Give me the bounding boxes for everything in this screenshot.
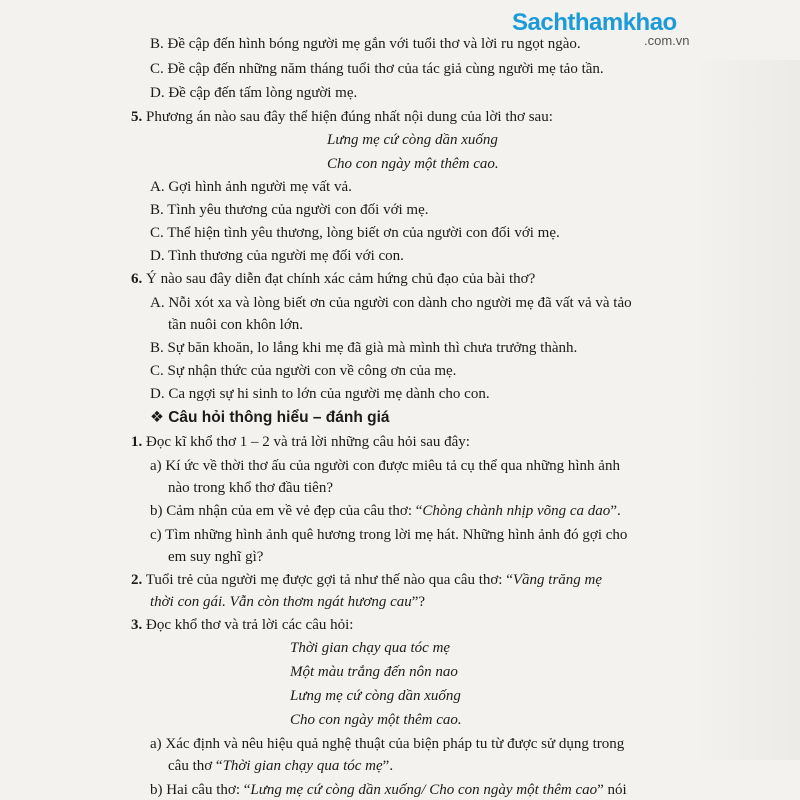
q1-part-b (150, 502, 621, 520)
question-number: 1. (131, 434, 143, 450)
question-3 (131, 616, 353, 634)
quoted-verse: Lưng mẹ cứ còng dần xuống/ Cho con ngày một thêm cao (250, 782, 598, 798)
q4-option-d: D. Đề cập đến tấm lòng người mẹ. (150, 85, 358, 101)
question-5 (131, 108, 553, 126)
q6-option-b: B. Sự băn khoăn, lo lắng khi mẹ đã già mà mình thì chưa trưởng thành. (150, 340, 578, 356)
question-text: Ý nào sau đây diễn đạt chính xác cảm hứng chủ đạo của bài thơ? (146, 271, 536, 287)
text-run: b) Hai câu thơ: “ (150, 782, 251, 798)
question-number: 2. (131, 572, 143, 588)
question-number: 6. (131, 271, 143, 287)
verse-line: Thời gian chạy qua tóc mẹ (290, 640, 451, 656)
text-run: Tuổi trẻ của người mẹ được gợi tả như thế nào qua câu thơ: “ (145, 572, 513, 588)
q3-part-a: a) Xác định và nêu hiệu quả nghệ thuật của biện pháp tu từ được sử dụng trong (150, 736, 625, 752)
question-number: 3. (131, 617, 143, 633)
section-heading: ❖ Câu hỏi thông hiểu – đánh giá (150, 409, 390, 426)
verse-line: Lưng mẹ cứ còng dần xuống (290, 688, 461, 704)
q6-option-a-cont: tần nuôi con khôn lớn. (168, 317, 303, 333)
q5-option-d: D. Tình thương của người mẹ đối với con. (150, 248, 404, 264)
q3-part-b (150, 781, 627, 799)
q4-option-b: B. Đề cập đến hình bóng người mẹ gắn với tuổi thơ và lời ru ngọt ngào. (150, 36, 581, 52)
verse-line: Cho con ngày một thêm cao. (290, 712, 462, 728)
q6-option-d: D. Ca ngợi sự hi sinh to lớn của người mẹ dành cho con. (150, 386, 490, 402)
q5-option-a: A. Gợi hình ảnh người mẹ vất vả. (150, 179, 352, 195)
verse-line: Một màu trắng đến nôn nao (290, 664, 458, 680)
text-run: b) Cảm nhận của em về vẻ đẹp của câu thơ: “ (150, 503, 423, 519)
question-text: Đọc khổ thơ và trả lời các câu hỏi: (146, 617, 354, 633)
verse-line: Lưng mẹ cứ còng dần xuống (327, 132, 498, 148)
q1-part-c: c) Tìm những hình ảnh quê hương trong lời mẹ hát. Những hình ảnh đó gợi cho (150, 527, 628, 543)
quoted-verse: Vầng trăng mẹ (512, 572, 603, 588)
page-bleed-shadow (690, 60, 800, 760)
question-text: Phương án nào sau đây thể hiện đúng nhất nội dung của lời thơ sau: (146, 109, 553, 125)
verse-line: Cho con ngày một thêm cao. (327, 156, 499, 172)
q4-option-c: C. Đề cập đến những năm tháng tuổi thơ của tác giả cùng người mẹ tảo tần. (150, 61, 604, 77)
text-run: ”. (382, 758, 394, 774)
text-run: câu thơ “ (168, 758, 223, 774)
text-run: ”? (411, 594, 426, 610)
q6-option-a: A. Nỗi xót xa và lòng biết ơn của người con dành cho người mẹ đã vất vả và tảo (150, 295, 632, 311)
quoted-verse: Thời gian chạy qua tóc mẹ (222, 758, 383, 774)
text-run: ”. (610, 503, 621, 519)
quoted-verse: Chòng chành nhịp võng ca dao (422, 503, 611, 519)
q1-part-a-cont: nào trong khổ thơ đầu tiên? (168, 480, 333, 496)
question-6 (131, 270, 535, 288)
question-1 (131, 433, 470, 451)
q3-part-a-cont (168, 757, 393, 775)
text-run: ” nói (597, 782, 627, 798)
q5-option-c: C. Thể hiện tình yêu thương, lòng biết ơn của người con đối với mẹ. (150, 225, 560, 241)
question-text: Đọc kĩ khổ thơ 1 – 2 và trả lời những câu hỏi sau đây: (146, 434, 470, 450)
q6-option-c: C. Sự nhận thức của người con về công ơn của mẹ. (150, 363, 457, 379)
logo-brand: Sachthamkhao (512, 9, 677, 36)
watermark-logo (512, 9, 690, 48)
quoted-verse: thời con gái. Vẫn còn thơm ngát hương cau (150, 594, 412, 610)
q1-part-c-cont: em suy nghĩ gì? (168, 549, 264, 565)
q1-part-a: a) Kí ức về thời thơ ấu của người con được miêu tả cụ thể qua những hình ảnh (150, 458, 620, 474)
question-2 (131, 571, 602, 589)
question-number: 5. (131, 109, 143, 125)
question-2-cont (150, 593, 425, 611)
q5-option-b: B. Tình yêu thương của người con đối với mẹ. (150, 202, 429, 218)
logo-domain: .com.vn (644, 33, 690, 48)
